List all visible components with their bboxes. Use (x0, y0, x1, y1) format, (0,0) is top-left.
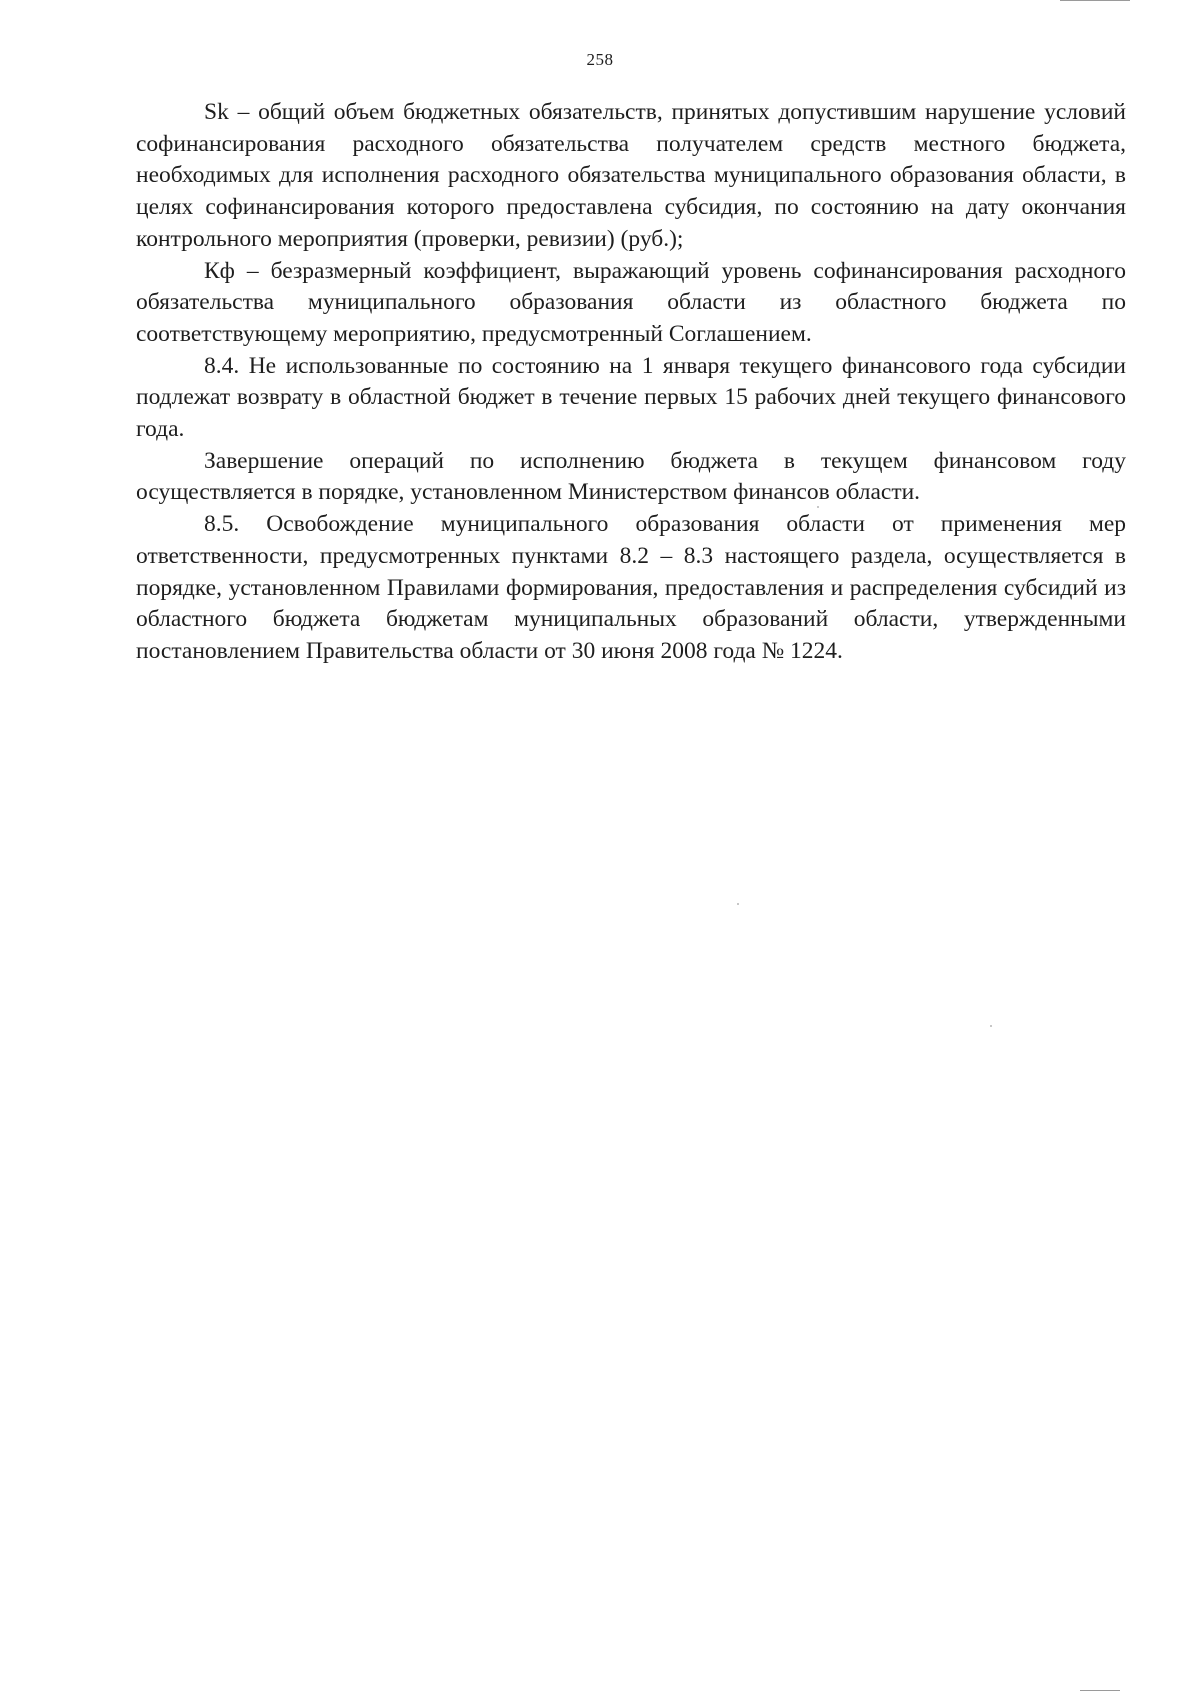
paragraph-8-4: 8.4. Не использованные по состоянию на 1 января текущего финансового года субсидии подлежат возврату в областной бюджет в течение первых 15 рабочих дней текущего финансового года. (136, 352, 1126, 443)
paragraph-8-5: 8.5. Освобождение муниципального образования области от применения мер ответственности, предусмотренных пунктами 8.2 – 8.3 настоящего раздела, осуществляется в порядке, установленном Правилами формирования, предоставления и распределения субсидий из областного бюджета бюджетам муниципальных образований области, утвержденными постановлением Правительства области от 30 июня 2008 года № 1224. (136, 511, 1126, 664)
scan-speck (990, 1025, 992, 1027)
paragraph-kf-definition: Кф – безразмерный коэффициент, выражающий уровень софинансирования расходного обязательства муниципального образования области из областного бюджета по соответствующему мероприятию, предусмотренный Соглашением. (136, 257, 1126, 347)
scan-speck (737, 903, 739, 905)
document-body (136, 97, 1126, 668)
page-number: 258 (586, 50, 614, 69)
scan-edge-mark-top (1060, 0, 1130, 1)
scan-edge-mark-bottom (1080, 1690, 1120, 1691)
paragraph-budget-completion: Завершение операций по исполнению бюджета в текущем финансовом году осуществляется в порядке, установленном Министерством финансов области. (136, 447, 1126, 506)
paragraph-sk-definition: Sk – общий объем бюджетных обязательств, принятых допустившим нарушение условий софинансирования расходного обязательства получателем средств местного бюджета, необходимых для исполнения расходного обязательства муниципального образования области, в целях софинансирования которого предоставлена субсидия, по состоянию на дату окончания контрольного мероприятия (проверки, ревизии) (руб.); (136, 99, 1126, 252)
